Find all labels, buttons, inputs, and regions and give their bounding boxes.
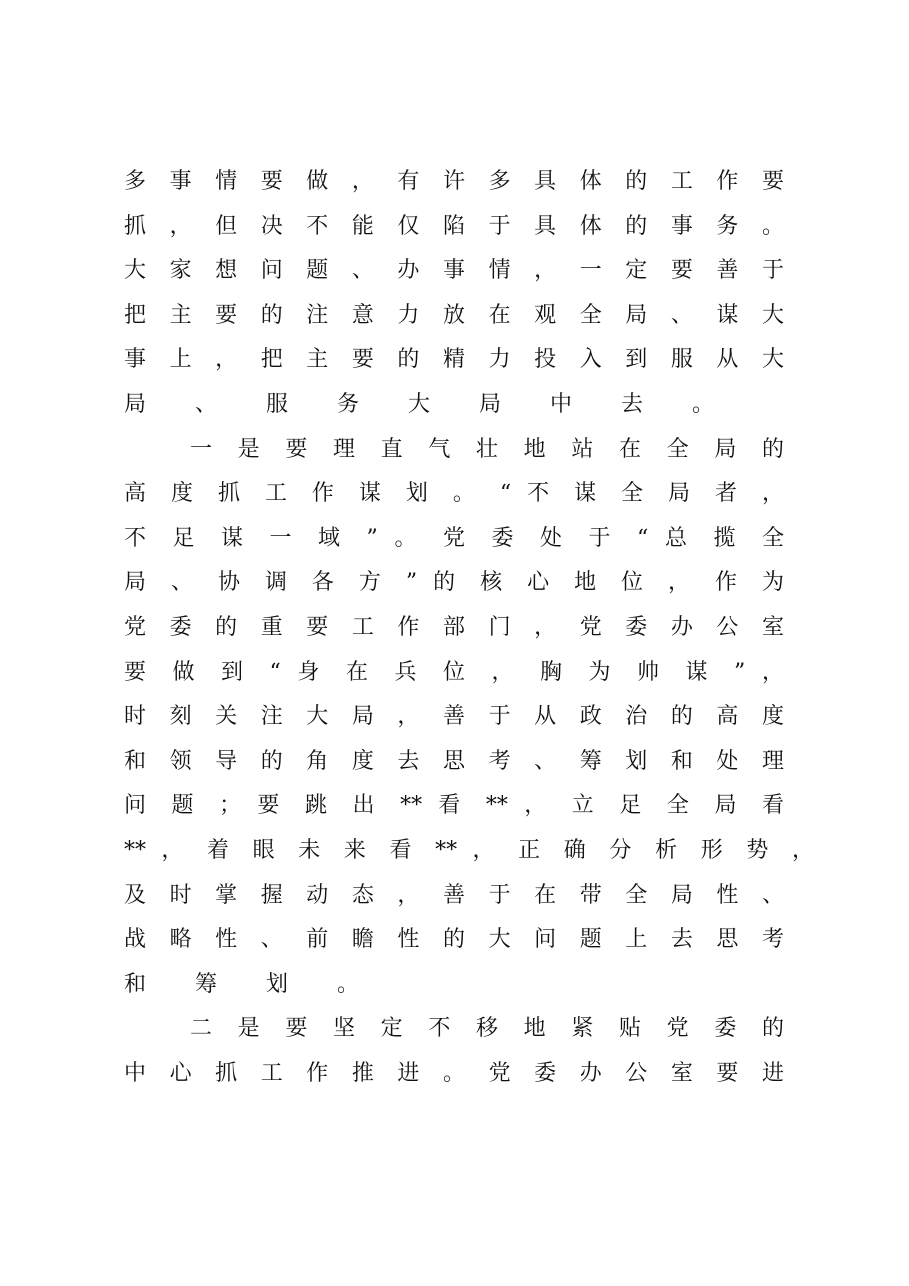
- text-line: 抓 ， 但 决 不 能 仅 陷 于 具 体 的 事 务 。: [124, 213, 784, 239]
- text-line: 问 题 ； 要 跳 出 ** 看 ** ， 立 足 全 局 看: [124, 793, 784, 819]
- body-text: [124, 160, 814, 1096]
- text-line: 高 度 抓 工 作 谋 划 。 “ 不 谋 全 局 者 ，: [124, 481, 784, 507]
- text-line: 局 、 协 调 各 方 ” 的 核 心 地 位 ， 作 为: [124, 570, 784, 596]
- text-line: 战 略 性 、 前 瞻 性 的 大 问 题 上 去 思 考: [124, 927, 784, 953]
- text-line: ** ， 着 眼 未 来 看 ** ， 正 确 分 析 形 势 ，: [124, 837, 814, 863]
- paragraph-first-line: 二 是 要 坚 定 不 移 地 紧 贴 党 委 的: [190, 1016, 784, 1042]
- text-line: 党 委 的 重 要 工 作 部 门 ， 党 委 办 公 室: [124, 614, 784, 640]
- text-line: 不 足 谋 一 域 ” 。 党 委 处 于 “ 总 揽 全: [124, 525, 784, 551]
- text-line: 中 心 抓 工 作 推 进 。 党 委 办 公 室 要 进: [124, 1060, 784, 1086]
- text-line: 局 、 服 务 大 局 中 去 。: [124, 391, 735, 417]
- text-line: 时 刻 关 注 大 局 ， 善 于 从 政 治 的 高 度: [124, 704, 784, 730]
- text-line: 及 时 掌 握 动 态 ， 善 于 在 带 全 局 性 、: [124, 882, 784, 908]
- text-line: 事 上 ， 把 主 要 的 精 力 投 入 到 服 从 大: [124, 347, 784, 373]
- text-line: 要 做 到 “ 身 在 兵 位 ， 胸 为 帅 谋 ” ，: [124, 659, 784, 685]
- paragraph-first-line: 一 是 要 理 直 气 壮 地 站 在 全 局 的: [190, 436, 784, 462]
- text-line: 和 领 导 的 角 度 去 思 考 、 筹 划 和 处 理: [124, 748, 784, 774]
- text-line: 多 事 情 要 做 ， 有 许 多 具 体 的 工 作 要: [124, 169, 784, 194]
- text-line: 把 主 要 的 注 意 力 放 在 观 全 局 、 谋 大: [124, 302, 784, 328]
- text-line: 和 筹 划 。: [124, 971, 380, 997]
- text-line: 大 家 想 问 题 、 办 事 情 ， 一 定 要 善 于: [124, 258, 784, 284]
